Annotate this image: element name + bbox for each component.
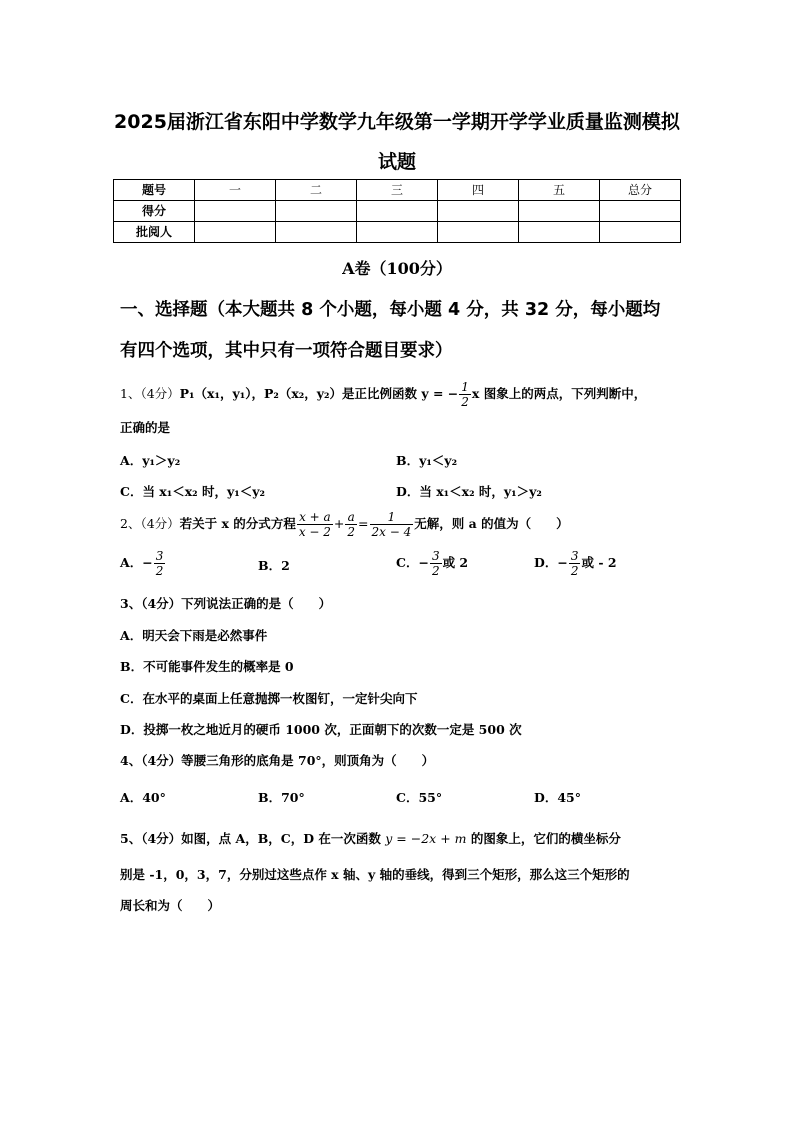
score-table-row: [114, 201, 681, 222]
question-5-stem-line2: 别是 -1，0，3，7，分别过这些点作 x 轴、y 轴的垂线，得到三个矩形，那么这三个矩形的: [120, 867, 630, 882]
fraction: [297, 510, 333, 539]
question-2-option-a: [120, 549, 166, 578]
math-expression: y = −2x + m: [385, 831, 467, 846]
score-table-cell: [276, 222, 357, 243]
option-label: D．−: [534, 555, 568, 570]
fraction: [370, 510, 414, 539]
document-title-line2: 试题: [377, 151, 416, 173]
fraction-numerator: x + a: [297, 510, 333, 525]
equals-sign: =: [358, 516, 369, 531]
score-table-row-label: 得分: [114, 201, 195, 222]
fraction-denominator: 2: [431, 564, 440, 578]
question-1-option-d: D．当 x₁＜x₂ 时，y₁＞y₂: [396, 484, 542, 499]
fraction-numerator: 1: [461, 380, 469, 394]
option-text: 或 - 2: [581, 555, 617, 570]
section-heading-line1: 一、选择题（本大题共 8 个小题，每小题 4 分，共 32 分，每小题均: [120, 300, 661, 320]
score-table-header-row: [114, 180, 681, 201]
score-table-cell: [519, 201, 600, 222]
question-2-option-c: [396, 549, 468, 578]
score-table-cell: [438, 222, 519, 243]
question-text: 的图象上，它们的横坐标分: [466, 831, 621, 846]
question-3-option-b: B．不可能事件发生的概率是 0: [120, 659, 294, 674]
question-number: 1、（4分）: [120, 386, 180, 401]
option-label: C．−: [396, 555, 429, 570]
fraction: [345, 510, 357, 539]
question-1-stem-line2: 正确的是: [120, 420, 171, 435]
fraction: [459, 380, 471, 409]
fraction: [154, 549, 166, 578]
score-table-cell: [600, 201, 681, 222]
score-table-header-cell: 四: [438, 180, 519, 201]
question-text: P₁（x₁，y₁），P₂（x₂，y₂）是正比例函数 y = −: [179, 386, 459, 401]
fraction-numerator: 3: [570, 549, 579, 563]
question-text: 若关于 x 的分式方程: [179, 516, 296, 531]
score-table: [113, 179, 681, 243]
document-title-line1: 2025届浙江省东阳中学数学九年级第一学期开学学业质量监测模拟: [114, 111, 680, 133]
score-table-header-cell: 一: [195, 180, 276, 201]
fraction-denominator: 2x − 4: [371, 525, 412, 539]
fraction-denominator: 2: [347, 525, 356, 539]
fraction-numerator: a: [345, 510, 357, 525]
score-table-header-cell: 题号: [114, 180, 195, 201]
fraction: [430, 549, 442, 578]
score-table-header-cell: 二: [276, 180, 357, 201]
score-table-row-label: 批阅人: [114, 222, 195, 243]
fraction-numerator: 3: [155, 549, 164, 563]
question-1-option-b: B．y₁＜y₂: [396, 453, 458, 468]
question-text: x 图象上的两点，下列判断中，: [471, 386, 647, 401]
question-3-option-a: A．明天会下雨是必然事件: [120, 628, 268, 643]
question-3-option-d: D．投掷一枚之地近月的硬币 1000 次，正面朝下的次数一定是 500 次: [120, 722, 522, 737]
question-3-stem: 3、（4分）下列说法正确的是（ ）: [120, 596, 332, 611]
score-table-cell: [357, 222, 438, 243]
option-text: 或 2: [442, 555, 469, 570]
question-text: 5、（4分）如图，点 A，B，C，D 在一次函数: [120, 831, 386, 846]
question-number: 2、（4分）: [120, 516, 180, 531]
question-2-option-d: [534, 549, 617, 578]
score-table-header-cell: 五: [519, 180, 600, 201]
question-4-option-c: C．55°: [396, 790, 443, 805]
fraction: [569, 549, 581, 578]
question-1-stem: [120, 380, 646, 409]
question-1-option-a: A．y₁＞y₂: [120, 453, 181, 468]
fraction-denominator: x − 2: [298, 525, 331, 539]
question-5-stem-line3: 周长和为（ ）: [120, 898, 221, 913]
question-2-stem: [120, 510, 569, 539]
fraction-numerator: 3: [431, 549, 440, 563]
plus-sign: +: [333, 516, 345, 531]
question-1-option-c: C．当 x₁＜x₂ 时，y₁＜y₂: [120, 484, 265, 499]
score-table-cell: [195, 222, 276, 243]
question-5-stem: [120, 829, 621, 847]
fraction-denominator: 2: [155, 564, 164, 578]
score-table-cell: [357, 201, 438, 222]
score-table-header-cell: 总分: [600, 180, 681, 201]
score-table-cell: [600, 222, 681, 243]
question-2-option-b: B．2: [258, 558, 290, 573]
fraction-denominator: 2: [461, 395, 469, 409]
question-4-option-d: D．45°: [534, 790, 581, 805]
paper-a-heading: A卷（100分）: [342, 259, 452, 278]
fraction-denominator: 2: [570, 564, 579, 578]
question-3-option-c: C．在水平的桌面上任意抛掷一枚图钉，一定针尖向下: [120, 691, 418, 706]
score-table-row: [114, 222, 681, 243]
score-table-cell: [195, 201, 276, 222]
option-label: A．−: [120, 555, 153, 570]
question-text: 无解，则 a 的值为（ ）: [414, 516, 569, 531]
question-4-option-b: B．70°: [258, 790, 305, 805]
fraction-numerator: 1: [370, 510, 414, 525]
question-4-option-a: A．40°: [120, 790, 166, 805]
score-table-cell: [519, 222, 600, 243]
score-table-cell: [438, 201, 519, 222]
section-heading-line2: 有四个选项，其中只有一项符合题目要求）: [120, 341, 453, 361]
score-table-header-cell: 三: [357, 180, 438, 201]
score-table-cell: [276, 201, 357, 222]
question-4-stem: 4、（4分）等腰三角形的底角是 70°，则顶角为（ ）: [120, 753, 435, 768]
